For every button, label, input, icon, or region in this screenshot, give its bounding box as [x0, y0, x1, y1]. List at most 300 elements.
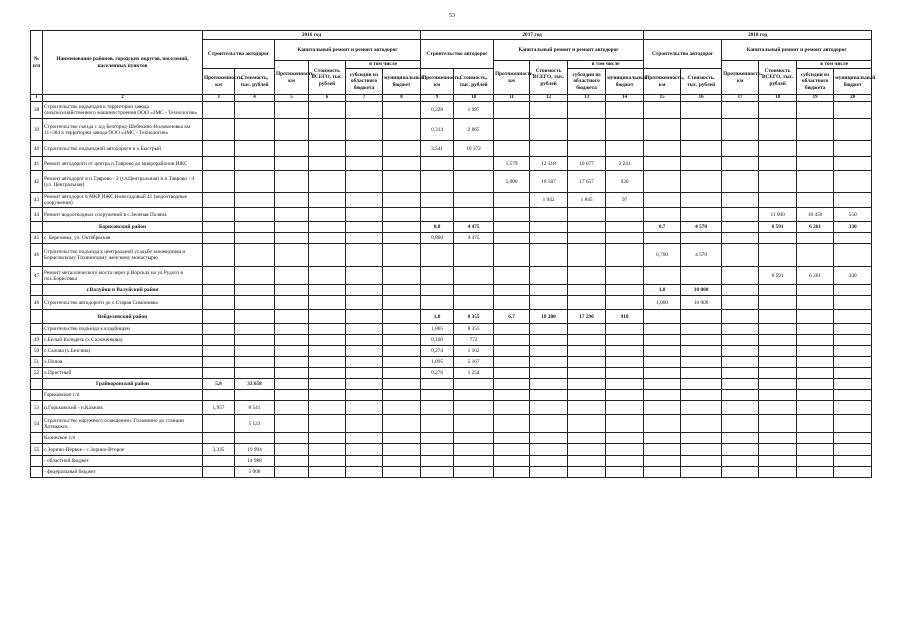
value-cell [275, 401, 309, 415]
value-cell [568, 296, 606, 310]
value-cell [568, 222, 606, 233]
value-cell [681, 379, 722, 390]
value-cell: 8 355 [454, 310, 494, 324]
value-cell [722, 324, 759, 335]
column-number: 4 [235, 95, 275, 102]
value-cell [383, 335, 421, 346]
value-cell [530, 379, 568, 390]
value-cell [681, 357, 722, 368]
column-number: 3 [203, 95, 235, 102]
value-cell [797, 390, 834, 401]
value-cell: 6 591 [759, 267, 797, 285]
value-cell [797, 335, 834, 346]
value-cell [383, 285, 421, 296]
value-cell [722, 456, 759, 467]
value-cell: 17 290 [568, 310, 606, 324]
value-cell [644, 456, 681, 467]
value-cell: 0,8 [421, 222, 454, 233]
value-cell [681, 390, 722, 401]
row-number: 39 [31, 119, 43, 141]
value-cell [834, 368, 872, 379]
value-cell: 5,8 [203, 379, 235, 390]
value-cell [722, 467, 759, 478]
row-name: с. Березовка, ул. Октябрьская [43, 233, 203, 244]
value-cell [759, 171, 797, 193]
row-number [31, 222, 43, 233]
value-cell [568, 444, 606, 456]
value-cell [275, 415, 309, 433]
value-cell: 12 318 [530, 157, 568, 171]
value-cell [644, 171, 681, 193]
value-cell [346, 310, 383, 324]
value-cell [203, 102, 235, 119]
value-cell: 3,541 [421, 141, 454, 157]
value-cell [454, 433, 494, 444]
header-year-2016: 2016 год [203, 31, 421, 40]
value-cell: 0,800 [421, 233, 454, 244]
value-cell [797, 357, 834, 368]
column-number: 20 [834, 95, 872, 102]
column-number: 19 [797, 95, 834, 102]
value-cell [275, 222, 309, 233]
value-cell [797, 401, 834, 415]
value-cell [568, 346, 606, 357]
table-row [31, 324, 872, 335]
row-name: Строительство подъездов к территории завода сельскохозяйственного машиностроения ООО «ЗМС - Технологии» [43, 102, 203, 119]
value-cell [568, 208, 606, 222]
value-cell: 3,335 [203, 444, 235, 456]
value-cell [834, 444, 872, 456]
value-cell [235, 244, 275, 267]
value-cell [275, 335, 309, 346]
value-cell [797, 324, 834, 335]
value-cell [494, 456, 530, 467]
header-length: Протяженность, км [644, 69, 681, 95]
value-cell [834, 324, 872, 335]
header-including: в том числе [346, 61, 421, 69]
row-number: 44 [31, 208, 43, 222]
value-cell: 14 988 [235, 456, 275, 467]
value-cell [235, 357, 275, 368]
value-cell [346, 433, 383, 444]
value-cell [235, 346, 275, 357]
value-cell [797, 171, 834, 193]
value-cell [309, 335, 346, 346]
value-cell [722, 335, 759, 346]
value-cell [834, 157, 872, 171]
header-subsidy: субсидии из областного бюджета [568, 69, 606, 95]
value-cell: 11 000 [759, 208, 797, 222]
value-cell [383, 310, 421, 324]
value-cell [494, 357, 530, 368]
header-num: № п/п [31, 31, 43, 95]
value-cell [346, 467, 383, 478]
value-cell [346, 346, 383, 357]
value-cell: 0,228 [421, 102, 454, 119]
value-cell [797, 368, 834, 379]
value-cell [797, 296, 834, 310]
value-cell: 2 241 [606, 157, 644, 171]
value-cell: 10 450 [797, 208, 834, 222]
value-cell [681, 267, 722, 285]
table-row [31, 244, 872, 267]
value-cell [235, 222, 275, 233]
header-cost: Стоимость, тыс. рублей [235, 69, 275, 95]
value-cell [383, 267, 421, 285]
value-cell [494, 222, 530, 233]
value-cell [203, 310, 235, 324]
value-cell: 930 [606, 171, 644, 193]
value-cell [759, 368, 797, 379]
value-cell: 1,579 [494, 157, 530, 171]
row-name: п.Горьковский - п.Казачок [43, 401, 203, 415]
row-name: Строительство съезда с а/д Белгород-Шебекино-Волоконовка км 11+384 к территории завода ООО «ЗМС - Технологии» [43, 119, 203, 141]
value-cell [383, 346, 421, 357]
value-cell [759, 310, 797, 324]
row-number [31, 310, 43, 324]
value-cell [681, 310, 722, 324]
row-number: 50 [31, 346, 43, 357]
value-cell [235, 193, 275, 208]
value-cell [421, 157, 454, 171]
value-cell [834, 141, 872, 157]
value-cell [834, 390, 872, 401]
value-cell [203, 157, 235, 171]
value-cell [235, 141, 275, 157]
value-cell [530, 222, 568, 233]
value-cell [722, 285, 759, 296]
value-cell [759, 415, 797, 433]
value-cell [383, 244, 421, 267]
value-cell [346, 157, 383, 171]
value-cell: 4 475 [454, 222, 494, 233]
value-cell [834, 285, 872, 296]
value-cell [309, 368, 346, 379]
value-cell [606, 415, 644, 433]
row-number: 49 [31, 335, 43, 346]
value-cell [568, 456, 606, 467]
value-cell [759, 119, 797, 141]
header-municipal: муниципальный бюджет [834, 69, 872, 95]
header-including: в том числе [797, 61, 872, 69]
value-cell [275, 324, 309, 335]
value-cell [722, 401, 759, 415]
value-cell: 1 942 [530, 193, 568, 208]
value-cell: 0,7 [644, 222, 681, 233]
row-number: 42 [31, 171, 43, 193]
value-cell [235, 390, 275, 401]
value-cell [309, 346, 346, 357]
value-cell [681, 444, 722, 456]
value-cell [834, 379, 872, 390]
row-number [31, 467, 43, 478]
value-cell [568, 401, 606, 415]
value-cell [644, 193, 681, 208]
value-cell [494, 267, 530, 285]
value-cell [797, 157, 834, 171]
row-name: Ремонт водоотводных сооружений в с.Зеленая Поляна [43, 208, 203, 222]
value-cell [203, 467, 235, 478]
value-cell [309, 119, 346, 141]
header-length: Протяженность, км [722, 61, 759, 95]
value-cell [722, 119, 759, 141]
value-cell [722, 193, 759, 208]
row-name: Вейделевский район [43, 310, 203, 324]
value-cell [530, 357, 568, 368]
value-cell [568, 379, 606, 390]
row-name: Ремонт автодорог в МКР ИЖС Новосадовый 41 (водоотводные сооружения) [43, 193, 203, 208]
value-cell [494, 433, 530, 444]
value-cell [346, 244, 383, 267]
value-cell: 33 658 [235, 379, 275, 390]
value-cell [606, 119, 644, 141]
value-cell: 0,160 [421, 335, 454, 346]
value-cell [530, 244, 568, 267]
column-number: 2 [43, 95, 203, 102]
value-cell [309, 267, 346, 285]
value-cell: 1 845 [568, 193, 606, 208]
value-cell [309, 379, 346, 390]
value-cell: 910 [606, 310, 644, 324]
value-cell [759, 285, 797, 296]
row-name: Строительство подъезда к кладбищам [43, 324, 203, 335]
value-cell [722, 171, 759, 193]
row-number: 46 [31, 244, 43, 267]
value-cell [722, 222, 759, 233]
value-cell [454, 467, 494, 478]
value-cell [454, 401, 494, 415]
value-cell [494, 193, 530, 208]
value-cell [203, 267, 235, 285]
row-name: Ремонт автодорог в п.Таврово - 2 (ул.Центральная) и п.Таврово - 4 (ул. Центральная) [43, 171, 203, 193]
value-cell [494, 296, 530, 310]
value-cell [834, 357, 872, 368]
value-cell [722, 310, 759, 324]
row-name: Ремонт автодороги от центра п.Таврово до микрорайонов ИЖС [43, 157, 203, 171]
header-repair: Капитальный ремонт и ремонт автодорог [722, 40, 872, 61]
value-cell [203, 171, 235, 193]
value-cell [568, 433, 606, 444]
value-cell [383, 208, 421, 222]
value-cell [235, 233, 275, 244]
value-cell [494, 368, 530, 379]
value-cell [494, 467, 530, 478]
value-cell [644, 467, 681, 478]
value-cell [203, 233, 235, 244]
value-cell [759, 401, 797, 415]
value-cell [644, 157, 681, 171]
row-name: Строительство подъездной автодороги к х.Быстрый [43, 141, 203, 157]
header-length: Протяженность, км [203, 69, 235, 95]
value-cell [644, 357, 681, 368]
row-number: 40 [31, 141, 43, 157]
value-cell [383, 390, 421, 401]
table-row [31, 444, 872, 456]
value-cell [203, 141, 235, 157]
value-cell [421, 296, 454, 310]
value-cell [383, 444, 421, 456]
value-cell [383, 222, 421, 233]
value-cell [421, 390, 454, 401]
value-cell [203, 119, 235, 141]
value-cell [494, 244, 530, 267]
table-row [31, 456, 872, 467]
value-cell: 1,8 [421, 310, 454, 324]
value-cell [530, 390, 568, 401]
value-cell [346, 267, 383, 285]
value-cell: 10 077 [568, 157, 606, 171]
value-cell [681, 119, 722, 141]
value-cell: 97 [606, 193, 644, 208]
value-cell [606, 208, 644, 222]
district-row [31, 222, 872, 233]
value-cell [797, 433, 834, 444]
value-cell [722, 208, 759, 222]
value-cell [606, 379, 644, 390]
column-number: 9 [421, 95, 454, 102]
value-cell: 1 997 [454, 102, 494, 119]
value-cell [454, 171, 494, 193]
value-cell [309, 324, 346, 335]
value-cell [203, 208, 235, 222]
row-number: 51 [31, 357, 43, 368]
value-cell [797, 346, 834, 357]
value-cell [606, 324, 644, 335]
value-cell [722, 296, 759, 310]
value-cell [797, 193, 834, 208]
value-cell [568, 244, 606, 267]
value-cell [606, 141, 644, 157]
row-number [31, 324, 43, 335]
value-cell [383, 171, 421, 193]
value-cell [834, 335, 872, 346]
value-cell [530, 433, 568, 444]
row-number [31, 433, 43, 444]
value-cell [275, 267, 309, 285]
value-cell [568, 467, 606, 478]
value-cell [644, 346, 681, 357]
value-cell [309, 141, 346, 157]
value-cell [383, 296, 421, 310]
value-cell: 1 162 [454, 346, 494, 357]
value-cell [275, 141, 309, 157]
value-cell [530, 233, 568, 244]
value-cell [235, 335, 275, 346]
value-cell: 8 355 [454, 324, 494, 335]
table-row [31, 346, 872, 357]
value-cell [681, 233, 722, 244]
value-cell: 4 570 [681, 244, 722, 267]
value-cell [568, 285, 606, 296]
value-cell [644, 233, 681, 244]
value-cell [759, 456, 797, 467]
row-number: 52 [31, 368, 43, 379]
row-name: Казинское с/п [43, 433, 203, 444]
value-cell [275, 285, 309, 296]
value-cell [834, 310, 872, 324]
value-cell [309, 467, 346, 478]
value-cell [606, 335, 644, 346]
table-row [31, 335, 872, 346]
value-cell [203, 285, 235, 296]
row-number: 55 [31, 444, 43, 456]
header-construction: Строительство автодорог [644, 40, 722, 69]
value-cell [346, 102, 383, 119]
value-cell [235, 119, 275, 141]
value-cell [421, 171, 454, 193]
value-cell: 1,0 [644, 285, 681, 296]
value-cell [421, 456, 454, 467]
value-cell: 0,700 [644, 244, 681, 267]
header-length: Протяженность, км [275, 61, 309, 95]
value-cell [235, 296, 275, 310]
row-name: Строительство подъезда к центральной усадьбе заповедника и Борисовскому Тихвинскому женскому монастырю [43, 244, 203, 267]
value-cell [681, 401, 722, 415]
row-number [31, 379, 43, 390]
column-number: 15 [644, 95, 681, 102]
value-cell [681, 346, 722, 357]
value-cell [346, 285, 383, 296]
value-cell [606, 244, 644, 267]
row-name: - областной бюджет [43, 456, 203, 467]
value-cell [421, 467, 454, 478]
district-row [31, 379, 872, 390]
table-row [31, 267, 872, 285]
table-row [31, 368, 872, 379]
header-name: Наименование районов, городских округов, поселений, населенных пунктов [43, 31, 203, 95]
value-cell [494, 285, 530, 296]
value-cell: 6,7 [494, 310, 530, 324]
value-cell: 0,274 [421, 346, 454, 357]
value-cell [383, 119, 421, 141]
table-row [31, 433, 872, 444]
column-number: 5 [275, 95, 309, 102]
value-cell [275, 208, 309, 222]
value-cell [275, 157, 309, 171]
value-cell [530, 467, 568, 478]
value-cell [644, 335, 681, 346]
value-cell: 1,805 [421, 324, 454, 335]
value-cell [797, 119, 834, 141]
value-cell [454, 456, 494, 467]
value-cell [722, 444, 759, 456]
value-cell [235, 208, 275, 222]
value-cell: 0,314 [421, 119, 454, 141]
value-cell [346, 357, 383, 368]
header-cost-total: Стоимость ВСЕГО, тыс. рублей [759, 61, 797, 95]
page-number: 53 [449, 13, 455, 19]
value-cell [644, 267, 681, 285]
value-cell [722, 267, 759, 285]
value-cell [681, 467, 722, 478]
row-number [31, 390, 43, 401]
value-cell [203, 415, 235, 433]
value-cell [681, 456, 722, 467]
row-name: Горьковское с/п [43, 390, 203, 401]
value-cell [203, 368, 235, 379]
value-cell [275, 467, 309, 478]
value-cell [568, 390, 606, 401]
value-cell [797, 233, 834, 244]
value-cell [346, 444, 383, 456]
value-cell: 5 123 [235, 415, 275, 433]
value-cell [568, 141, 606, 157]
header-repair: Капитальный ремонт и ремонт автодорог [494, 40, 644, 61]
value-cell [797, 141, 834, 157]
value-cell: 5,000 [494, 171, 530, 193]
value-cell [759, 346, 797, 357]
value-cell [606, 346, 644, 357]
